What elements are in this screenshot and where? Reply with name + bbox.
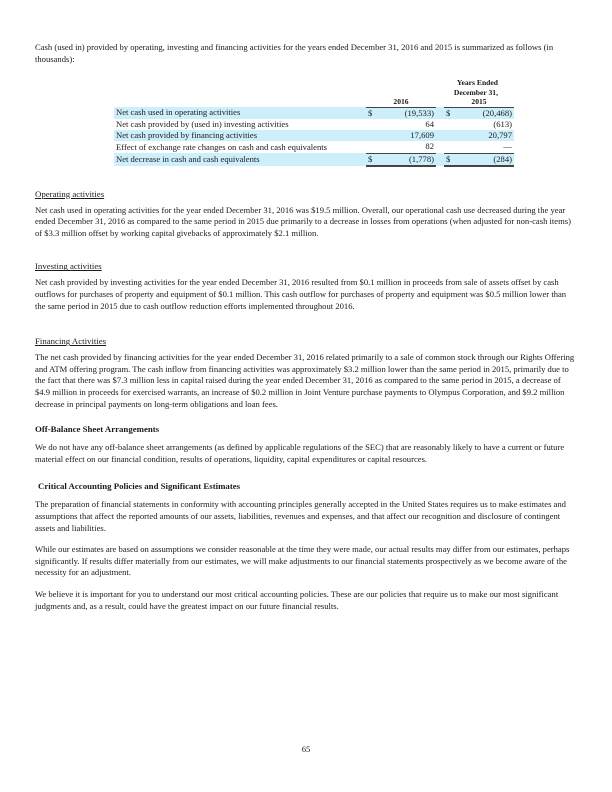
currency-symbol <box>366 119 380 130</box>
year-2016-header: 2016 <box>366 97 436 107</box>
value-2015: 20,797 <box>458 130 514 141</box>
operating-activities-heading: Operating activities <box>35 188 105 199</box>
table-row <box>114 130 514 141</box>
operating-activities-paragraph: Net cash used in operating activities for the year ended December 31, 2016 was $19.5 million. Overall, our operational cash use decreased during the year ended December 31, 2016 as compared to the same period in 2015 due primarily to a decrease in losses from operations (when adjusted for non-cash items) of $3.3 million offset by working capital givebacks of approximately $2.1 million. <box>35 204 571 238</box>
currency-symbol <box>444 119 458 130</box>
value-2016: 82 <box>425 141 434 152</box>
table-header-row <box>114 88 514 98</box>
currency-symbol <box>444 130 458 141</box>
value-2015: — <box>503 141 512 152</box>
off-balance-heading: Off-Balance Sheet Arrangements <box>35 424 160 435</box>
table-header-row <box>114 78 514 88</box>
row-label: Net cash provided by financing activities <box>114 130 366 141</box>
page-number: 65 <box>301 744 311 754</box>
off-balance-paragraph: We do not have any off-balance sheet arrangements (as defined by applicable regulations of the SEC) that are reasonably likely to have a current or future material effect on our financial condition, results of operations, liquidity, capital expenditures or capital resources. <box>35 442 565 464</box>
table-row <box>114 107 514 119</box>
cash-flow-table <box>114 78 514 167</box>
row-label: Net cash used in operating activities <box>114 107 366 119</box>
financing-activities-paragraph: The net cash provided by financing activities for the year ended December 31, 2016 related primarily to a sale of common stock through our Rights Offering and ATM offering program. The cash inflow from financing activities was approximately $3.2 million lower than the same period in 2015, primarily due to the fact that there was $7.3 million less in capital raised during the year ended December 31, 2016 as compared to the same period in 2015, a decrease of $4.9 million in proceeds for exercised warrants, an increase of $0.2 million in Joint Venture purchase payments to Olympus Corporation, and $9.2 million decrease in principal payments on long-term obligations and loan fees. <box>35 352 575 409</box>
financing-activities-heading: Financing Activities <box>35 336 107 347</box>
currency-symbol <box>366 130 380 141</box>
row-label: Effect of exchange rate changes on cash and cash equivalents <box>116 141 328 152</box>
value-2016: (19,533) <box>380 107 436 119</box>
value-2015: (613) <box>493 118 512 129</box>
investing-activities-heading: Investing activities <box>35 261 102 272</box>
currency-symbol <box>366 141 380 153</box>
years-ended-header: Years Ended <box>456 78 498 88</box>
row-label: Net cash provided by (used in) investing activities <box>116 118 289 129</box>
table-total-row <box>114 153 514 166</box>
critical-accounting-heading: Critical Accounting Policies and Significant Estimates <box>38 481 241 492</box>
value-2016: 64 <box>425 118 434 129</box>
value-2016: 17,609 <box>380 130 436 141</box>
currency-symbol: $ <box>366 153 380 166</box>
currency-symbol: $ <box>444 153 458 166</box>
table-row <box>114 119 514 130</box>
currency-symbol: $ <box>444 107 458 119</box>
row-label: Net decrease in cash and cash equivalents <box>114 153 366 166</box>
table-row <box>114 141 514 153</box>
currency-symbol <box>444 141 458 153</box>
value-2015: (20,468) <box>458 107 514 119</box>
currency-symbol: $ <box>366 107 380 119</box>
investing-activities-paragraph: Net cash provided by investing activities for the year ended December 31, 2016 resulted from $0.1 million in proceeds from sale of assets offset by cash outflows for purchases of property and equipment of $0.1 million. This cash outflow for purchases of property and equipment was $0.5 million lower than the same period in 2015 due to cash outflow reduction efforts implemented throughout 2016. <box>35 277 567 311</box>
critical-accounting-paragraph-2: While our estimates are based on assumptions we consider reasonable at the time they were made, our actual results may differ from our estimates, perhaps significantly. If results differ materially from our estimates, we will make adjustments to our financial statements prospectively as we become aware of the necessity for an adjustment. <box>35 544 570 578</box>
value-2015: (284) <box>458 153 514 166</box>
value-2016: (1,778) <box>380 153 436 166</box>
critical-accounting-paragraph-1: The preparation of financial statements in conformity with accounting principles generally accepted in the United States requires us to make estimates and assumptions that affect the reported amounts of our assets, liabilities, revenues and expenses, and that affect our recognition and disclosure of contingent assets and liabilities. <box>35 499 566 533</box>
table-year-row <box>114 97 514 107</box>
intro-paragraph: Cash (used in) provided by operating, investing and financing activities for the years ended December 31, 2016 and 2015 is summarized as follows (in thousands): <box>35 42 554 64</box>
critical-accounting-paragraph-3: We believe it is important for you to understand our most critical accounting policies. These are our policies that require us to make our most significant judgments and, as a result, could have the greatest impact on our future financial results. <box>35 588 559 611</box>
december-header: December 31, <box>453 87 498 97</box>
year-2015-header: 2015 <box>444 97 514 107</box>
